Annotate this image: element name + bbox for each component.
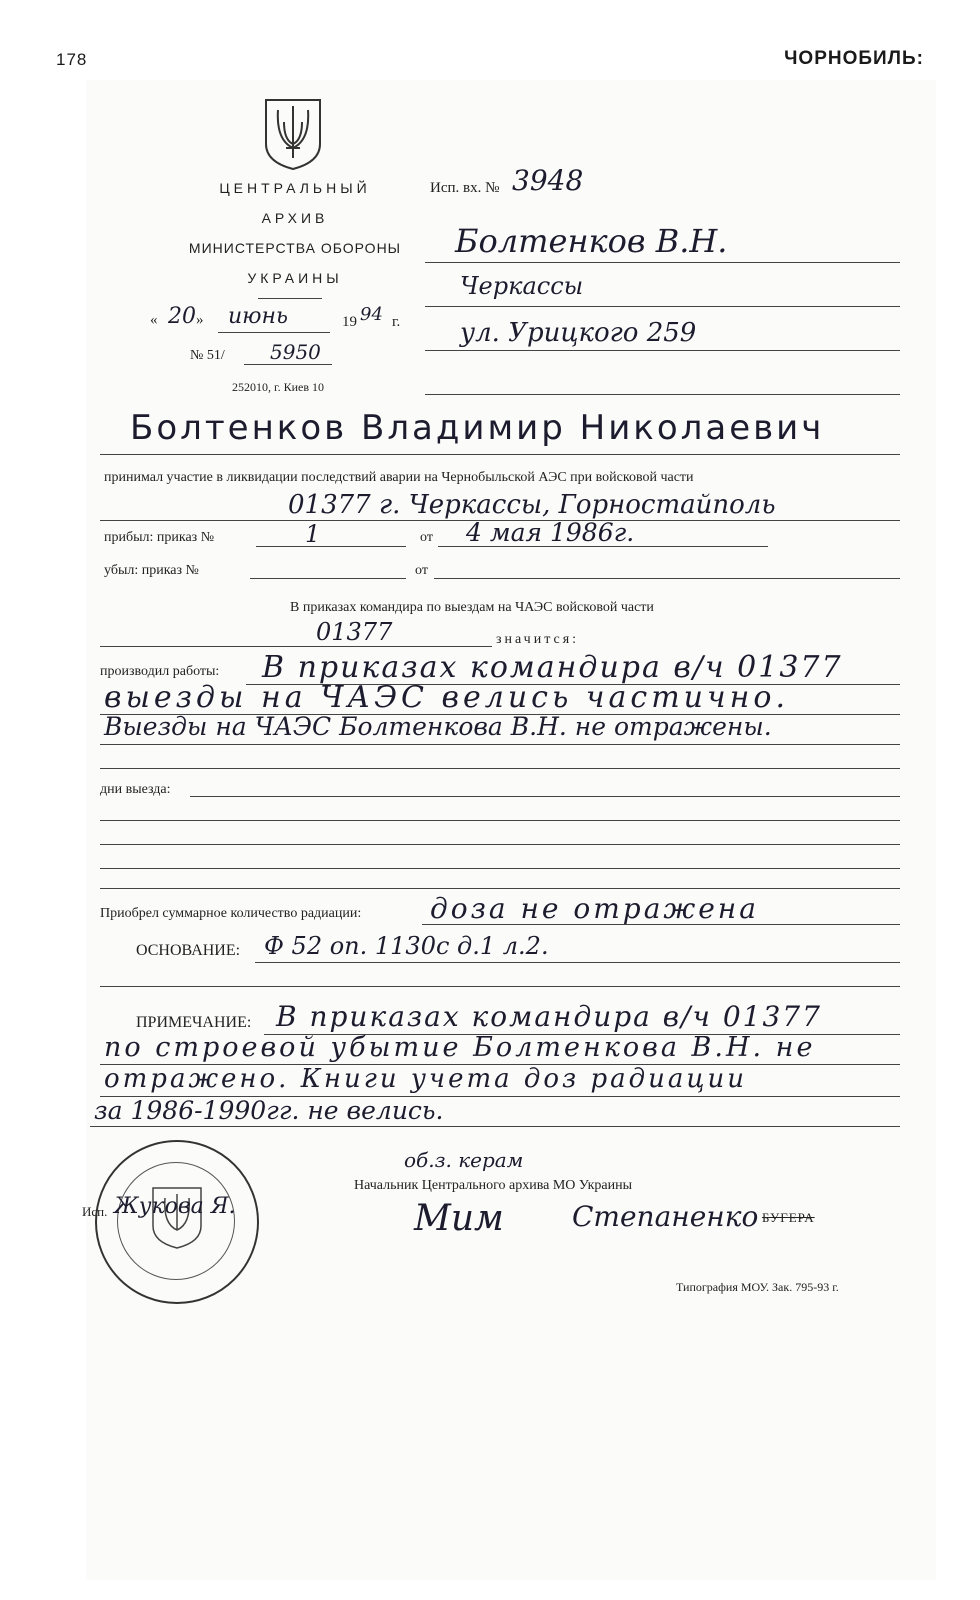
addressee-city: Черкассы: [460, 272, 584, 300]
archive-address: 252010, г. Киев 10: [232, 380, 324, 394]
signature-handwritten-title: об.з. керам: [404, 1148, 524, 1172]
addressee-name: Болтенков В.Н.: [455, 222, 728, 260]
basis-value: Ф 52 оп. 1130с д.1 л.2.: [264, 932, 549, 960]
date-month-line: [218, 332, 330, 333]
addressee-line3: [425, 350, 900, 351]
date-suffix: г.: [392, 314, 401, 330]
archive-seal-stamp: [95, 1140, 259, 1304]
page-number: 178: [56, 50, 88, 69]
work-line1: В приказах командира в/ч 01377: [262, 650, 843, 685]
date-month: июнь: [228, 304, 289, 329]
stamp-executor-label: Исп.: [82, 1204, 108, 1219]
left-order-line: [250, 578, 406, 579]
basis-rule2: [100, 986, 900, 987]
participation-text: принимал участие в ликвидации последствий аварии на Чернобыльской АЭС при войсковой части: [104, 470, 694, 485]
radiation-value: доза не отражена: [430, 892, 759, 925]
days-rule4: [100, 868, 900, 869]
days-rule5: [100, 888, 900, 889]
arrived-from-label: от: [420, 530, 433, 545]
note-rule4: [90, 1126, 900, 1127]
basis-label: ОСНОВАНИЕ:: [136, 942, 241, 959]
work-line3: Выезды на ЧАЭС Болтенкова В.Н. не отражены.: [104, 712, 772, 741]
orders-unit-line: [100, 646, 492, 647]
full-name: Болтенков Владимир Николаевич: [130, 408, 825, 448]
days-rule2: [100, 820, 900, 821]
arrived-date: 4 мая 1986г.: [466, 518, 635, 547]
outgoing-number-label: № 51/: [190, 348, 225, 363]
trident-emblem-icon: [262, 96, 324, 172]
days-rule3: [100, 844, 900, 845]
date-year-prefix: 19: [342, 314, 357, 330]
left-from-label: от: [415, 563, 428, 578]
orders-unit: 01377: [316, 618, 393, 646]
left-date-line: [434, 578, 900, 579]
date-open-quote: «: [150, 312, 158, 328]
full-name-line: [100, 454, 900, 455]
note-label: ПРИМЕЧАНИЕ:: [136, 1014, 252, 1031]
archive-name-line3: МИНИСТЕРСТВА ОБОРОНЫ: [188, 240, 402, 256]
outgoing-number-line: [244, 364, 332, 365]
orders-text: В приказах командира по выездам на ЧАЭС войсковой части: [290, 600, 654, 615]
incoming-label: Исп. вх. №: [430, 180, 500, 196]
incoming-number: 3948: [512, 164, 584, 197]
arrived-order: 1: [305, 520, 321, 548]
signature-title: Начальник Центрального архива МО Украины: [354, 1178, 632, 1193]
work-rule4: [100, 768, 900, 769]
addressee-line2: [425, 306, 900, 307]
arrived-order-line: [256, 546, 406, 547]
note-line4: за 1986-1990гг. не велись.: [94, 1096, 444, 1125]
radiation-label: Приобрел суммарное количество радиации:: [100, 906, 362, 921]
work-label: производил работы:: [100, 664, 220, 679]
note-line2: по строевой убытие Болтенкова В.Н. не: [104, 1032, 816, 1063]
date-year: 94: [360, 304, 383, 325]
stamp-executor-name: Жукова Я.: [114, 1194, 236, 1219]
unit-and-place: 01377 г. Черкассы, Горностайполь: [288, 490, 776, 520]
archive-name-line1: ЦЕНТРАЛЬНЫЙ: [219, 180, 371, 196]
crossed-name: БУГЕРА: [762, 1210, 815, 1225]
left-label: убыл: приказ №: [104, 563, 199, 578]
running-title: ЧОРНОБИЛЬ:: [784, 48, 924, 69]
outgoing-number: 5950: [270, 340, 321, 364]
note-line3: отражено. Книги учета доз радиации: [104, 1064, 747, 1094]
date-day: 20: [168, 304, 196, 329]
date-close-quote: »: [196, 312, 204, 328]
radiation-line: [422, 924, 900, 925]
addressee-line1: [425, 262, 900, 263]
print-info: Типография МОУ. Зак. 795-93 г.: [676, 1280, 839, 1294]
means-label: значится:: [496, 632, 580, 647]
basis-line: [255, 962, 900, 963]
addressee-line4: [425, 394, 900, 395]
arrived-label: прибыл: приказ №: [104, 530, 215, 545]
letterhead-divider: [258, 298, 322, 299]
page-header: [56, 48, 924, 78]
signature-scribble: Мим: [414, 1198, 504, 1239]
addressee-street: ул. Урицкого 259: [460, 318, 697, 348]
days-label: дни выезда:: [100, 782, 171, 797]
days-rule1: [190, 796, 900, 797]
archive-name-line2: АРХИВ: [261, 210, 329, 226]
scanned-document: [86, 80, 936, 1580]
work-rule3: [100, 744, 900, 745]
archive-name-line4: УКРАИНЫ: [247, 270, 343, 286]
note-line1: В приказах командира в/ч 01377: [276, 1000, 822, 1033]
arrived-date-line: [438, 546, 768, 547]
work-line2: выезды на ЧАЭС велись частично.: [104, 680, 789, 715]
signer-name: Степаненко: [572, 1200, 759, 1233]
